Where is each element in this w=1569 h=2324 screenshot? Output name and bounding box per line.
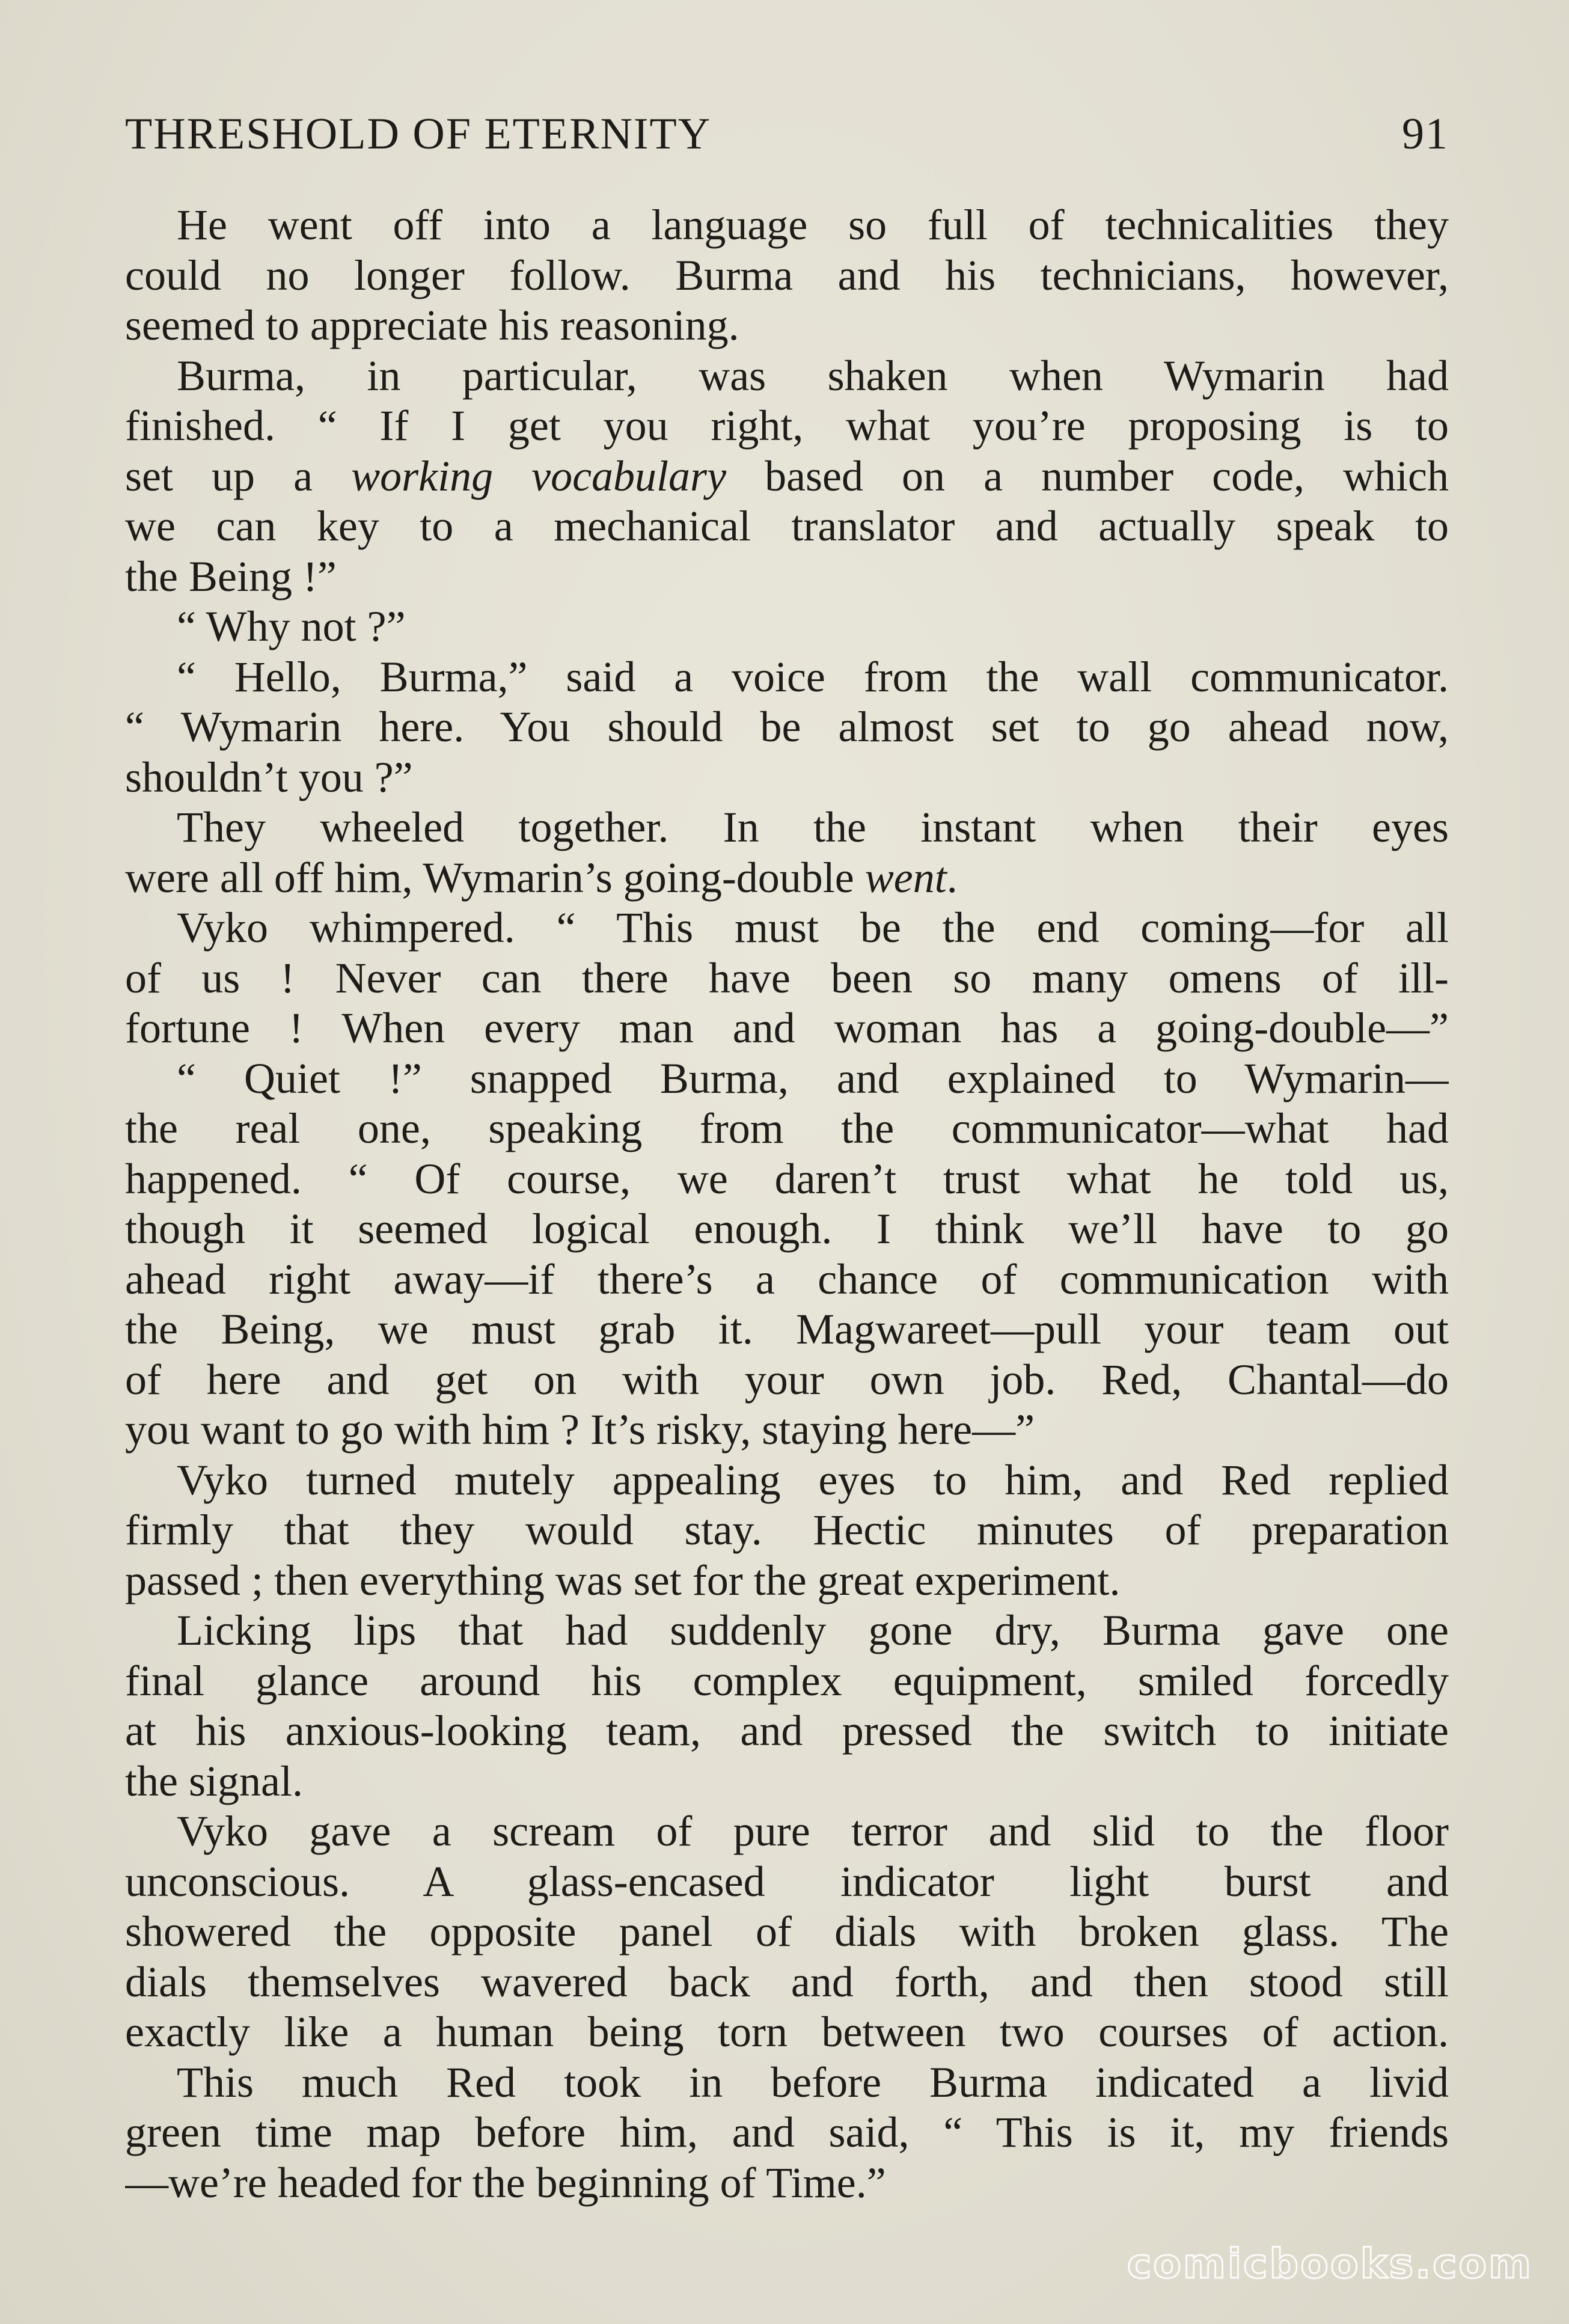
text-line: Licking lips that had suddenly gone dry, Burma gave one [177, 1606, 1449, 1654]
text-line: seemed to appreciate his reasoning. [125, 301, 739, 349]
text-line: “ Hello, Burma,” said a voice from the wall communicator. [177, 652, 1449, 701]
text-line: you want to go with him ? It’s risky, staying here—” [125, 1405, 1035, 1454]
text-segment: based on a number code, which [726, 451, 1449, 500]
text-line: This much Red took in before Burma indicated a livid [177, 2058, 1449, 2106]
watermark: comicbooks.com [1127, 2240, 1533, 2288]
text-line: —we’re headed for the beginning of Time.” [125, 2158, 886, 2207]
text-line: shouldn’t you ?” [125, 753, 413, 801]
text-line: we can key to a mechanical translator and actually speak to [125, 502, 1449, 550]
text-line: the Being, we must grab it. Magwareet—pull your team out [125, 1305, 1449, 1353]
text-line: the signal. [125, 1757, 303, 1805]
text-line: “ Quiet !” snapped Burma, and explained to Wymarin— [177, 1054, 1449, 1102]
text-line: of here and get on with your own job. Red, Chantal—do [125, 1355, 1449, 1404]
text-line [125, 451, 1449, 502]
text-line: Burma, in particular, was shaken when Wymarin had [177, 351, 1449, 400]
text-segment: set up a [125, 451, 352, 500]
text-line [125, 853, 1449, 904]
text-segment: were all off him, Wymarin’s going-double [125, 853, 865, 902]
text-line: green time map before him, and said, “ This is it, my friends [125, 2108, 1449, 2156]
text-line: could no longer follow. Burma and his technicians, however, [125, 251, 1449, 299]
text-line: He went off into a language so full of technicalities they [177, 201, 1449, 249]
text-line: fortune ! When every man and woman has a going-double—” [125, 1004, 1449, 1052]
text-line: Vyko turned mutely appealing eyes to him, and Red replied [177, 1455, 1449, 1504]
italic-emphasis: working vocabulary [351, 451, 727, 500]
text-line: though it seemed logical enough. I think we’ll have to go [125, 1205, 1449, 1253]
text-line: unconscious. A glass-encased indicator light burst and [125, 1857, 1449, 1906]
text-line: of us ! Never can there have been so many omens of ill- [125, 953, 1449, 1002]
text-line: finished. “ If I get you right, what you’re proposing is to [125, 402, 1449, 450]
text-segment: . [946, 853, 958, 902]
text-line: Vyko gave a scream of pure terror and slid to the floor [177, 1807, 1449, 1855]
body-text [125, 200, 1449, 2208]
text-line: “ Wymarin here. You should be almost set to go ahead now, [125, 703, 1449, 751]
text-line: Vyko whimpered. “ This must be the end coming—for all [177, 904, 1449, 952]
text-line: exactly like a human being torn between two courses of action. [125, 2008, 1449, 2056]
text-line: firmly that they would stay. Hectic minutes of preparation [125, 1506, 1449, 1554]
text-line: the real one, speaking from the communicator—what had [125, 1104, 1449, 1152]
italic-emphasis: went [864, 853, 947, 902]
text-line: showered the opposite panel of dials with broken glass. The [125, 1907, 1449, 1956]
text-line: happened. “ Of course, we daren’t trust what he told us, [125, 1154, 1449, 1203]
text-line: final glance around his complex equipment, smiled forcedly [125, 1656, 1449, 1705]
text-line: dials themselves wavered back and forth, and then stood still [125, 1957, 1449, 2006]
text-line: They wheeled together. In the instant when their eyes [177, 803, 1449, 851]
text-line: “ Why not ?” [177, 602, 406, 650]
text-line: passed ; then everything was set for the great experiment. [125, 1556, 1121, 1604]
page-number: 91 [1402, 109, 1449, 159]
text-line: the Being !” [125, 552, 337, 601]
chapter-title: THRESHOLD OF ETERNITY [125, 109, 712, 159]
text-line: at his anxious-looking team, and pressed the switch to initiate [125, 1707, 1449, 1755]
running-header [125, 101, 1449, 167]
text-line: ahead right away—if there’s a chance of communication with [125, 1255, 1449, 1303]
